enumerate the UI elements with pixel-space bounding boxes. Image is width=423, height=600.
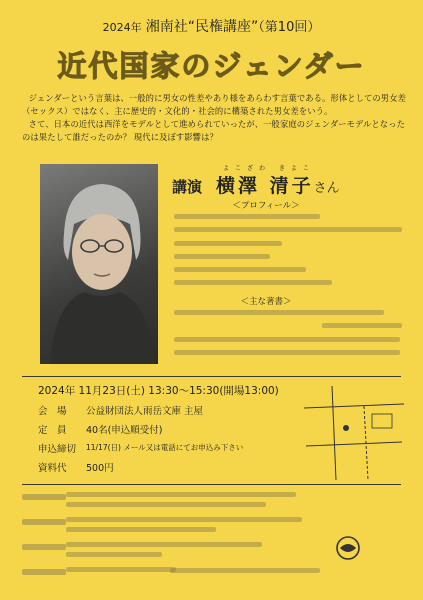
- access-map: [302, 384, 406, 482]
- contact-label: [22, 519, 66, 525]
- deadline-value: 11/17(日) メール又は電話にてお申込み下さい: [86, 443, 244, 452]
- footer-line: [170, 568, 320, 573]
- intro-paragraph: ジェンダーという言葉は、一般的に男女の性差やあり様をあらわす言葉である。形体としての男女差（セックス）ではなく、主に歴史的・文化的・社会的に構築された男女差をいう。: [22, 93, 406, 116]
- year: 2024: [102, 21, 131, 34]
- profile-line: [174, 280, 332, 285]
- contact-line: [66, 527, 216, 532]
- intro-paragraph: さて、日本の近代は西洋をモデルとして進められていったが、一般家庭のジェンダーモデルとなったのは果たして誰だったのか？ 現代に及ぼす影響は？: [22, 118, 405, 142]
- work-line: [174, 310, 384, 315]
- works-list: [174, 310, 404, 363]
- series-name: 湘南社“民権講座”: [145, 19, 259, 35]
- deadline-row: [38, 440, 279, 455]
- profile-line: [174, 241, 282, 246]
- works-heading: ＜主な著書＞: [240, 297, 292, 307]
- capacity-label: 定 員: [38, 424, 67, 436]
- contact-line: [66, 552, 162, 557]
- lecture-label: 講演: [172, 178, 203, 196]
- profile-line: [174, 254, 270, 259]
- venue-row: [38, 402, 279, 417]
- contact-line: [66, 567, 176, 572]
- deadline-label: 申込締切: [38, 443, 77, 455]
- divider: [22, 376, 401, 377]
- work-line: [322, 323, 402, 328]
- contact-row: [22, 492, 322, 512]
- lecturer-portrait: [40, 164, 158, 364]
- contact-row: [22, 517, 322, 537]
- contact-row: [22, 542, 322, 562]
- year-suffix: 年: [130, 21, 142, 34]
- contact-label: [22, 569, 66, 575]
- profile-line: [174, 214, 320, 219]
- event-details: [38, 383, 279, 478]
- lecturer-heading: [172, 171, 340, 198]
- work-line: [174, 337, 400, 342]
- contact-line: [66, 502, 266, 507]
- fee-label: 資料代: [38, 462, 67, 474]
- contact-line: [66, 492, 296, 497]
- profile-list: [174, 214, 324, 294]
- profile-line: [174, 227, 402, 232]
- footer-organizer: [170, 568, 330, 573]
- work-line: [174, 350, 400, 355]
- organizer-logo-icon: [335, 535, 361, 561]
- capacity-row: [38, 421, 279, 436]
- page-title: 近代国家のジェンダー: [57, 49, 366, 83]
- profile-line: [174, 267, 306, 272]
- venue-label: 会 場: [38, 405, 67, 417]
- series-heading: [0, 16, 423, 36]
- portrait-silhouette: [40, 164, 158, 364]
- intro-text: [22, 92, 407, 143]
- name-reading: よこざわ きよこ: [223, 165, 315, 172]
- contact-label: [22, 494, 66, 500]
- contact-line: [66, 517, 302, 522]
- event-date: 2024年 11月23日(土) 13:30～15:30(開場13:00): [38, 385, 279, 397]
- lecturer-name: 横澤 清子: [216, 175, 314, 197]
- contact-line: [66, 542, 262, 547]
- divider: [22, 484, 401, 485]
- contact-label: [22, 544, 66, 550]
- session-number: （第10回）: [258, 20, 321, 35]
- capacity-value: 40名(申込順受付): [86, 424, 163, 436]
- honorific: さん: [313, 181, 340, 196]
- profile-heading: ＜プロフィール＞: [232, 201, 300, 211]
- fee-value: 500円: [86, 462, 114, 474]
- venue-value: 公益財団法人雨岳文庫 主屋: [86, 405, 204, 417]
- fee-row: [38, 459, 279, 474]
